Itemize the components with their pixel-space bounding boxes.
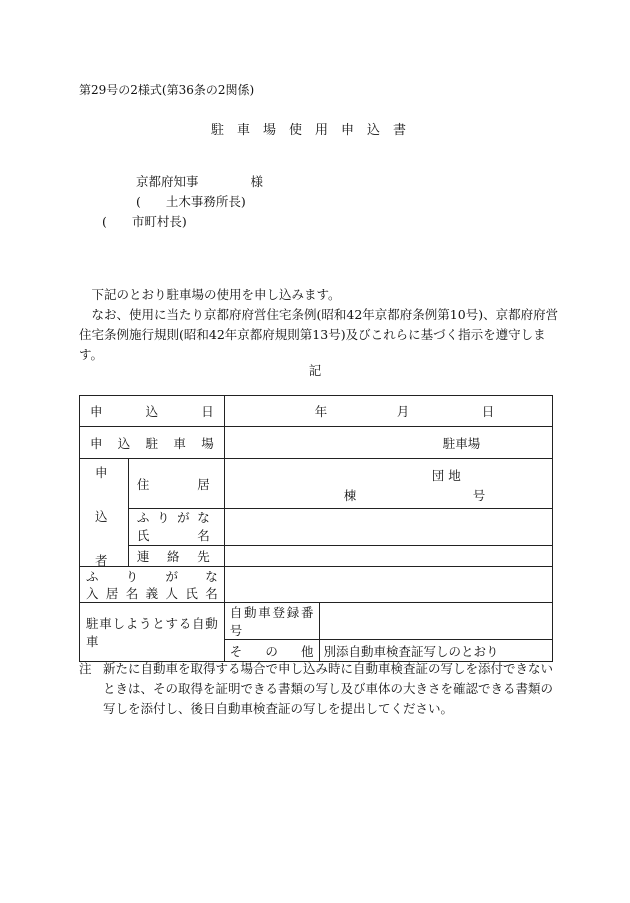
date-day: 日: [481, 404, 495, 419]
cell-registration[interactable]: [319, 603, 552, 640]
cell-applicant-name-label: [128, 509, 224, 546]
table-row: [80, 567, 553, 603]
addressee-honorific: 様: [250, 174, 264, 189]
addressee-mayor: ( 市町村長): [102, 214, 187, 229]
applicant-char-1: 申: [95, 465, 108, 480]
cell-parking[interactable]: [224, 427, 552, 459]
resident-name-label: 入居名義人氏名: [86, 585, 218, 601]
cell-residence[interactable]: [224, 459, 552, 509]
statement-line-1: 下記のとおり駐車場の使用を申し込みます。: [91, 287, 341, 302]
applicant-name-label: 氏名: [136, 528, 210, 543]
applicant-char-2: 込: [95, 509, 108, 524]
unit-label: 号: [472, 487, 486, 503]
addressee-office: ( 土木事務所長): [136, 194, 246, 209]
cell-applicant-name[interactable]: [224, 509, 552, 546]
note: [79, 659, 559, 719]
application-statement: [79, 285, 559, 365]
cell-residence-label: 住居: [128, 459, 224, 509]
parking-suffix: 駐車場: [442, 435, 481, 451]
applicant-char-3: 者: [95, 553, 108, 568]
form-number: 第29号の2様式(第36条の2関係): [79, 83, 255, 97]
page-title: 駐車場使用申込書: [210, 123, 419, 138]
building-label: 棟: [343, 487, 357, 503]
table-row: [80, 459, 553, 509]
ki-heading: 記: [308, 363, 322, 378]
note-text: 新たに自動車を取得する場合で申し込み時に自動車検査証の写しを添付できないときは、その取得を証明できる書類の写し及び車体の大きさを確認できる書類の写しを添付し、後日自動車検査証の写しを提出してください。: [103, 661, 554, 716]
table-row: [80, 396, 553, 427]
cell-vehicle-label: 駐車しようとする自動車: [80, 603, 225, 662]
cell-application-date[interactable]: [224, 396, 552, 427]
cell-contact-label: 連絡先: [128, 546, 224, 567]
cell-resident-name[interactable]: [224, 567, 552, 603]
danchi-label: 団 地: [431, 467, 461, 483]
addressee-governor-line: [136, 172, 263, 190]
applicant-furigana-label: ふりがな: [136, 510, 210, 525]
application-table: [79, 395, 553, 662]
table-row: [80, 546, 553, 567]
cell-application-date-label: 申込日: [80, 396, 225, 427]
cell-registration-label: 自動車登録番号: [224, 603, 319, 640]
cell-other-label: その他: [224, 640, 319, 662]
cell-contact[interactable]: [224, 546, 552, 567]
cell-resident-name-label: [80, 567, 225, 603]
date-month: 月: [396, 404, 410, 419]
cell-parking-label: 申込駐車場: [80, 427, 225, 459]
table-row: [80, 427, 553, 459]
table-row: [80, 603, 553, 640]
cell-applicant-label: [80, 459, 129, 567]
date-year: 年: [314, 404, 328, 419]
statement-line-2: なお、使用に当たり京都府府営住宅条例(昭和42年京都府条例第10号)、京都府府営住宅条例施行規則(昭和42年京都府規則第13号)及びこれらに基づく指示を遵守します。: [79, 307, 559, 362]
table-row: [80, 509, 553, 546]
resident-furigana-label: ふりがな: [86, 568, 218, 584]
addressee-governor: 京都府知事: [136, 174, 199, 189]
other-value: 別添自動車検査証写しのとおり: [323, 643, 499, 659]
note-mark: 注: [79, 661, 92, 676]
